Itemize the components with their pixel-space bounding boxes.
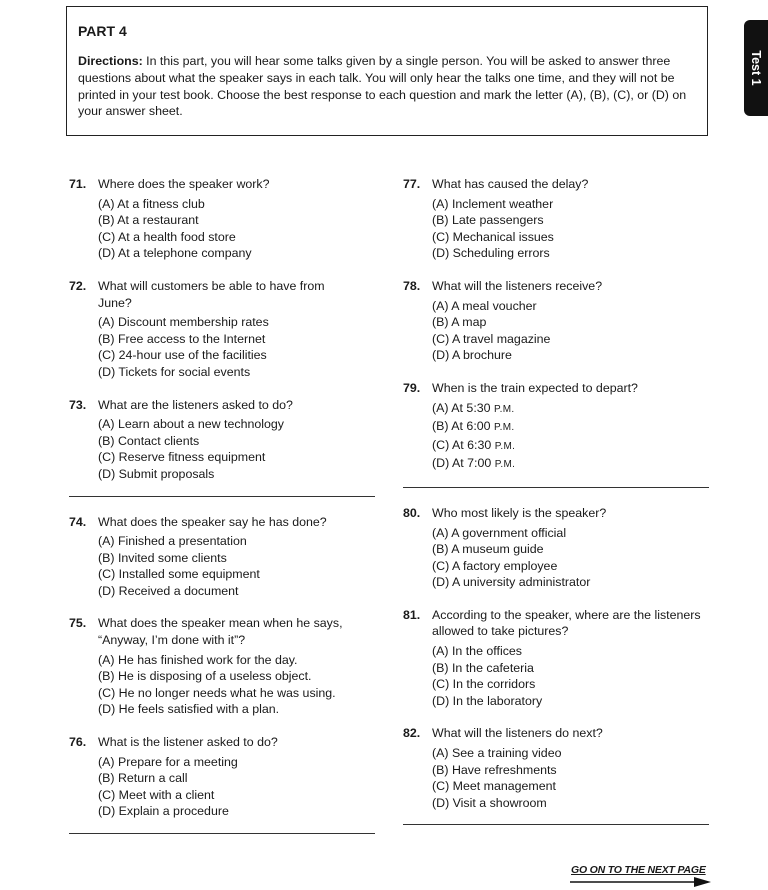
option-c: (C) Mechanical issues <box>432 229 554 244</box>
option-a: (A) A meal voucher <box>432 298 537 313</box>
option-d: (D) A brochure <box>432 348 512 363</box>
question-text: What are the listeners asked to do? <box>98 397 293 412</box>
option-c: (C) A travel magazine <box>432 331 551 346</box>
talk-divider <box>403 824 709 825</box>
question-number: 75. <box>69 616 87 631</box>
option-d: (D) At a telephone company <box>98 246 252 261</box>
directions-label: Directions: <box>78 54 143 68</box>
question-74 <box>69 514 381 600</box>
pm-suffix: P.M. <box>494 440 516 452</box>
question-number: 82. <box>403 726 421 741</box>
option-d: (D) He feels satisfied with a plan. <box>98 702 280 717</box>
talk-divider <box>69 496 375 497</box>
option-a <box>432 400 715 419</box>
test-number-label: Test 1 <box>749 50 763 86</box>
test-number-tab <box>744 20 768 116</box>
option-a: (A) Finished a presentation <box>98 534 247 549</box>
option-a: (A) Prepare for a meeting <box>98 754 238 769</box>
option-c-text: (C) At 6:30 <box>432 437 492 452</box>
question-text: Who most likely is the speaker? <box>432 505 607 520</box>
option-b: (B) He is disposing of a useless object. <box>98 669 312 684</box>
option-c: (C) Installed some equipment <box>98 567 260 582</box>
question-number: 77. <box>403 177 421 191</box>
option-c <box>432 437 715 456</box>
option-a: (A) Discount membership rates <box>98 315 269 330</box>
option-d: (D) Tickets for social events <box>98 364 251 379</box>
question-number: 78. <box>403 278 421 293</box>
question-77 <box>403 176 715 262</box>
next-page-link[interactable]: GO ON TO THE NEXT PAGE <box>571 864 706 876</box>
option-d: (D) Received a document <box>98 583 239 598</box>
left-column <box>69 176 381 851</box>
question-76 <box>69 734 381 820</box>
question-80 <box>403 505 715 591</box>
option-a: (A) At a fitness club <box>98 196 205 211</box>
question-number: 74. <box>69 514 87 529</box>
question-75 <box>69 615 381 718</box>
question-number: 73. <box>69 397 87 412</box>
talk-divider <box>403 487 709 488</box>
pm-suffix: P.M. <box>494 459 516 471</box>
option-c: (C) In the corridors <box>432 677 536 692</box>
question-71 <box>69 176 381 262</box>
option-b: (B) Contact clients <box>98 433 200 448</box>
question-73 <box>69 397 381 483</box>
question-text: According to the speaker, where are the listeners allowed to take pictures? <box>432 607 701 639</box>
option-d <box>432 455 715 474</box>
directions-body: In this part, you will hear some talks given by a single person. You will be asked to answer three questions about what the speaker says in each talk. You will only hear the talks one time, and they will not be printed in your test book. Choose the best response to each question and mark the letter (A), (B), (C), or (D) on your answer sheet. <box>78 54 687 119</box>
option-a: (A) See a training video <box>432 746 562 761</box>
option-a-text: (A) At 5:30 <box>432 400 491 415</box>
question-text: What does the speaker say he has done? <box>98 514 327 529</box>
option-d: (D) Explain a procedure <box>98 804 229 819</box>
option-b: (B) Return a call <box>98 771 188 786</box>
option-b: (B) Have refreshments <box>432 762 557 777</box>
question-text: What is the listener asked to do? <box>98 735 278 750</box>
question-79 <box>403 380 715 474</box>
option-b: (B) Free access to the Internet <box>98 331 266 346</box>
option-d: (D) Scheduling errors <box>432 246 550 261</box>
option-c: (C) He no longer needs what he was using. <box>98 685 336 700</box>
option-d: (D) Submit proposals <box>98 466 215 481</box>
option-d-text: (D) At 7:00 <box>432 456 492 471</box>
directions-text <box>78 53 696 120</box>
option-a: (A) Learn about a new technology <box>98 417 284 432</box>
option-d: (D) A university administrator <box>432 575 591 590</box>
part-title: PART 4 <box>78 23 127 39</box>
question-text: Where does the speaker work? <box>98 177 270 191</box>
right-column <box>403 176 715 842</box>
question-number: 76. <box>69 735 87 750</box>
question-text: What will the listeners do next? <box>432 726 603 741</box>
question-number: 79. <box>403 380 421 395</box>
option-b <box>432 418 715 437</box>
option-c: (C) A factory employee <box>432 558 558 573</box>
option-c: (C) Meet with a client <box>98 787 215 802</box>
question-72 <box>69 278 381 381</box>
option-a: (A) He has finished work for the day. <box>98 652 298 667</box>
option-b: (B) A map <box>432 315 487 330</box>
option-a: (A) A government official <box>432 525 567 540</box>
question-text: What does the speaker mean when he says, “Anyway, I’m done with it”? <box>98 616 343 648</box>
question-text: What will customers be able to have from June? <box>98 278 325 310</box>
talk-divider <box>69 833 375 834</box>
question-text: When is the train expected to depart? <box>432 380 638 395</box>
option-c: (C) At a health food store <box>98 229 236 244</box>
directions-box <box>66 6 708 136</box>
pm-suffix: P.M. <box>494 422 515 434</box>
question-number: 81. <box>403 607 421 622</box>
question-text: What will the listeners receive? <box>432 278 603 293</box>
option-b: (B) A museum guide <box>432 542 544 557</box>
option-b-text: (B) At 6:00 <box>432 419 491 434</box>
option-c: (C) Meet management <box>432 779 556 794</box>
question-number: 80. <box>403 505 421 520</box>
question-number: 72. <box>69 278 87 293</box>
option-a: (A) Inclement weather <box>432 196 554 211</box>
pm-suffix: P.M. <box>494 403 515 415</box>
option-b: (B) At a restaurant <box>98 213 199 228</box>
option-d: (D) Visit a showroom <box>432 795 547 810</box>
question-82 <box>403 725 715 811</box>
question-number: 71. <box>69 177 87 191</box>
option-b: (B) Late passengers <box>432 213 544 228</box>
right-arrow-icon <box>570 876 712 888</box>
option-a: (A) In the offices <box>432 644 522 659</box>
option-b: (B) Invited some clients <box>98 550 227 565</box>
option-c: (C) Reserve fitness equipment <box>98 450 266 465</box>
question-81 <box>403 607 715 710</box>
option-c: (C) 24-hour use of the facilities <box>98 348 267 363</box>
option-b: (B) In the cafeteria <box>432 660 534 675</box>
question-text: What has caused the delay? <box>432 177 589 191</box>
question-78 <box>403 278 715 364</box>
option-d: (D) In the laboratory <box>432 693 543 708</box>
